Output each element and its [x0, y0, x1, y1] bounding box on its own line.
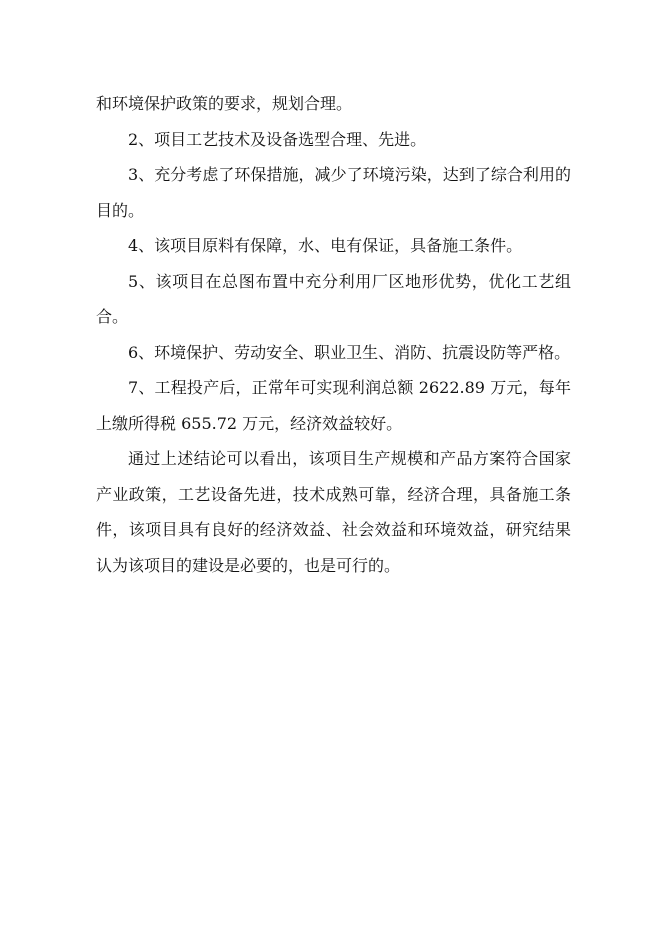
paragraph-item-5: 5、该项目在总图布置中充分利用厂区地形优势，优化工艺组合。	[96, 271, 571, 326]
paragraph-item-7: 7、工程投产后，正常年可实现利润总额 2622.89 万元，每年上缴所得税 655.72 万元，经济效益较好。	[96, 378, 571, 433]
paragraph-item-6: 6、环境保护、劳动安全、职业卫生、消防、抗震设防等严格。	[128, 342, 571, 362]
paragraph-item-3: 3、充分考虑了环保措施，减少了环境污染，达到了综合利用的目的。	[96, 165, 571, 220]
paragraph-conclusion: 通过上述结论可以看出，该项目生产规模和产品方案符合国家产业政策，工艺设备先进，技术成熟可靠，经济合理，具备施工条件，该项目具有良好的经济效益、社会效益和环境效益，研究结果认为该项目的建设是必要的，也是可行的。	[96, 449, 571, 575]
body-text	[96, 86, 571, 583]
paragraph-item-2: 2、项目工艺技术及设备选型合理、先进。	[128, 129, 427, 149]
paragraph-item-4: 4、该项目原料有保障，水、电有保证，具备施工条件。	[128, 236, 523, 255]
paragraph-continuation: 和环境保护政策的要求，规划合理。	[96, 94, 353, 113]
